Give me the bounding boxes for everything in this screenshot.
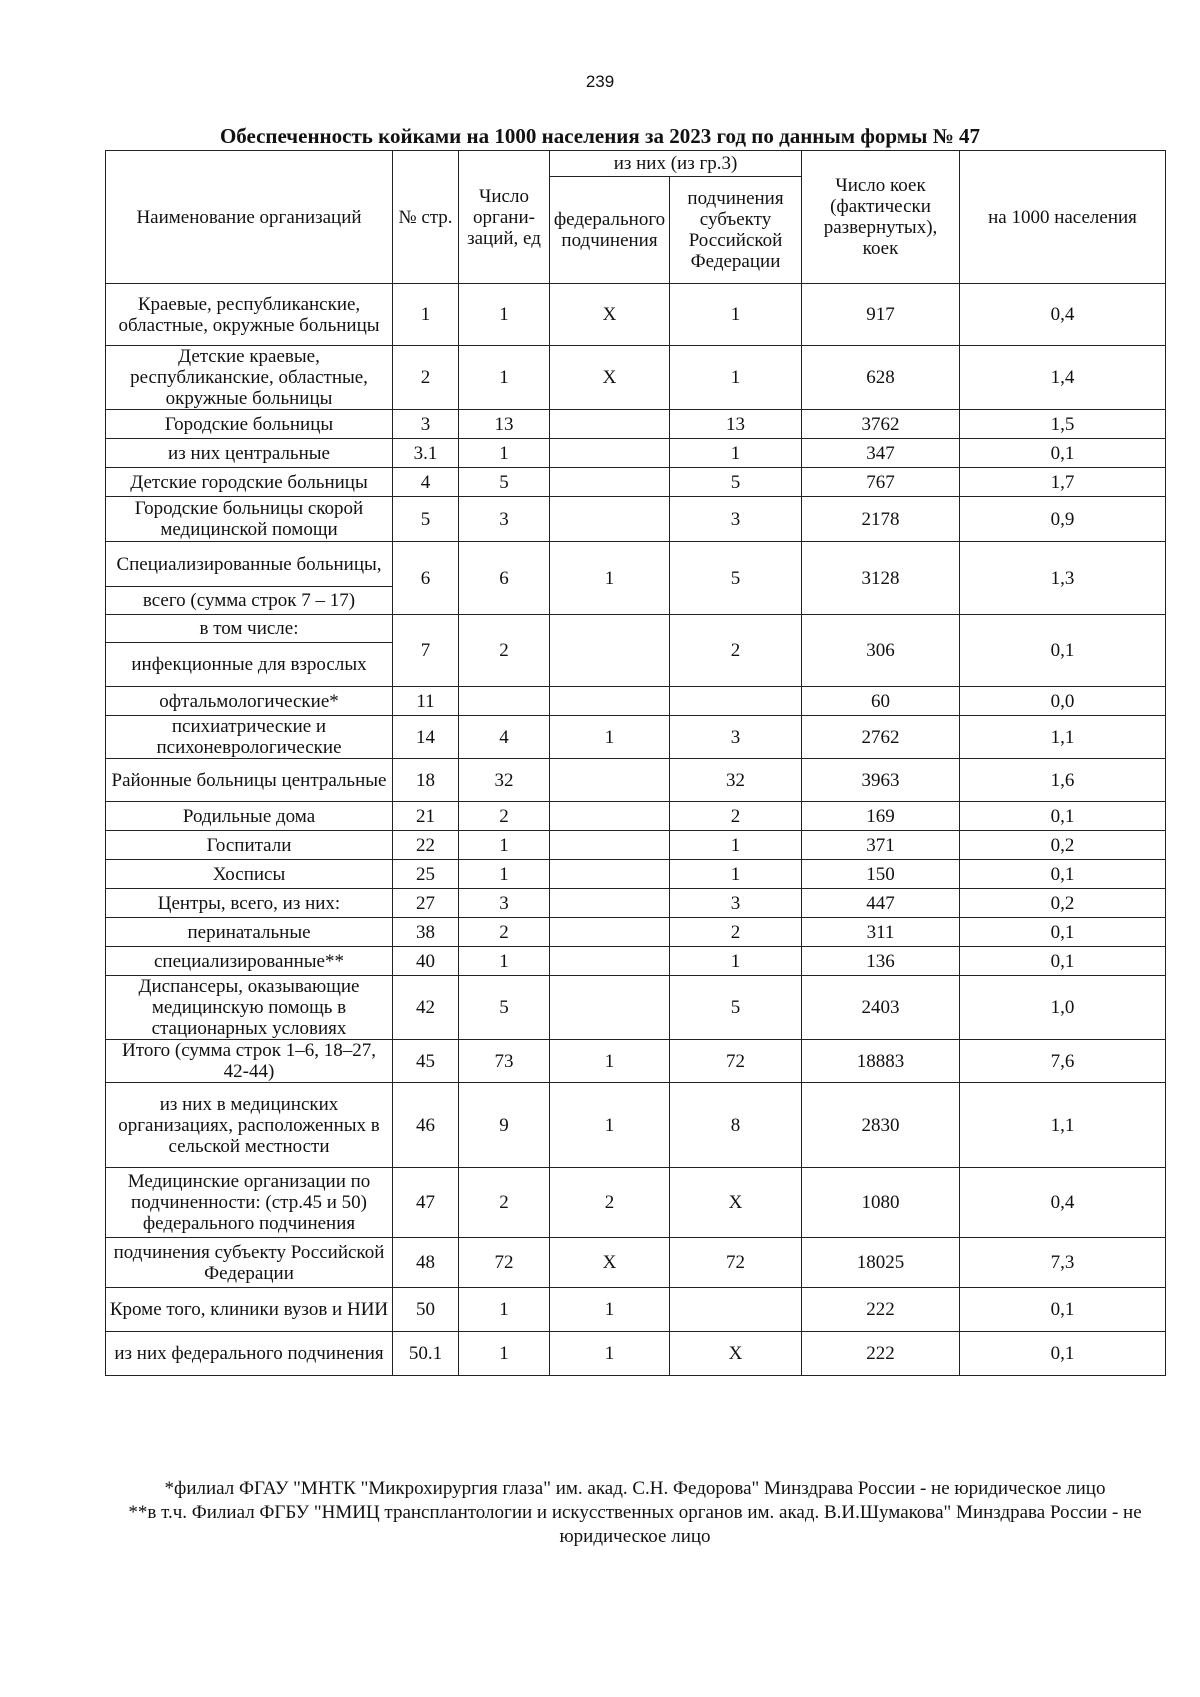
- table-row: [106, 1332, 1166, 1376]
- row-subject: 1: [670, 947, 802, 976]
- header-orgs-count: Число органи-заций, ед: [459, 151, 550, 284]
- row-beds: 222: [802, 1332, 960, 1376]
- table-row: [106, 1168, 1166, 1238]
- row-federal: X: [550, 346, 670, 410]
- row-number: 2: [393, 346, 459, 410]
- row-name: из них федерального подчинения: [106, 1332, 393, 1376]
- row-number: 45: [393, 1040, 459, 1083]
- table-row: [106, 410, 1166, 439]
- row-per-1000: 0,4: [960, 284, 1166, 346]
- row-federal: [550, 860, 670, 889]
- header-federal: федерального подчинения: [550, 177, 670, 284]
- table-row: [106, 468, 1166, 497]
- row-federal: 1: [550, 1040, 670, 1083]
- row-subject: 1: [670, 831, 802, 860]
- row-orgs: 1: [459, 947, 550, 976]
- row-name: перинатальные: [106, 918, 393, 947]
- row-per-1000: 1,1: [960, 1083, 1166, 1168]
- row-name: в том числе:: [106, 615, 393, 643]
- row-number: 3.1: [393, 439, 459, 468]
- row-beds: 3128: [802, 542, 960, 615]
- row-name: из них в медицинских организациях, расположенных в сельской местности: [106, 1083, 393, 1168]
- row-orgs: 4: [459, 716, 550, 759]
- row-federal: [550, 831, 670, 860]
- row-subject: 8: [670, 1083, 802, 1168]
- table-row: [106, 976, 1166, 1040]
- row-number: 18: [393, 759, 459, 802]
- row-orgs: 2: [459, 918, 550, 947]
- row-beds: 306: [802, 615, 960, 687]
- header-name: Наименование организаций: [106, 151, 393, 284]
- row-per-1000: 0,4: [960, 1168, 1166, 1238]
- row-federal: 1: [550, 1332, 670, 1376]
- row-name: специализированные**: [106, 947, 393, 976]
- row-orgs: 1: [459, 284, 550, 346]
- row-orgs: 6: [459, 542, 550, 615]
- header-per-1000: на 1000 населения: [960, 151, 1166, 284]
- table-row: [106, 947, 1166, 976]
- row-subject: 2: [670, 615, 802, 687]
- row-name: Краевые, республиканские, областные, окружные больницы: [106, 284, 393, 346]
- row-federal: [550, 759, 670, 802]
- row-per-1000: 0,1: [960, 860, 1166, 889]
- row-federal: 1: [550, 716, 670, 759]
- row-per-1000: 0,1: [960, 615, 1166, 687]
- row-beds: 2830: [802, 1083, 960, 1168]
- row-number: 48: [393, 1238, 459, 1288]
- row-subject: X: [670, 1168, 802, 1238]
- row-subject: X: [670, 1332, 802, 1376]
- row-per-1000: 0,1: [960, 918, 1166, 947]
- row-number: 6: [393, 542, 459, 615]
- row-number: 14: [393, 716, 459, 759]
- row-number: 22: [393, 831, 459, 860]
- row-orgs: 2: [459, 615, 550, 687]
- row-federal: 1: [550, 1083, 670, 1168]
- row-beds: 447: [802, 889, 960, 918]
- row-per-1000: 0,1: [960, 1332, 1166, 1376]
- row-beds: 136: [802, 947, 960, 976]
- header-subject: подчинения субъекту Российской Федерации: [670, 177, 802, 284]
- row-federal: X: [550, 1238, 670, 1288]
- table-row: [106, 860, 1166, 889]
- row-federal: [550, 439, 670, 468]
- row-name: Госпитали: [106, 831, 393, 860]
- row-beds: 917: [802, 284, 960, 346]
- row-per-1000: 7,6: [960, 1040, 1166, 1083]
- row-beds: 18025: [802, 1238, 960, 1288]
- row-number: 50: [393, 1288, 459, 1332]
- row-number: 11: [393, 687, 459, 716]
- row-orgs: 1: [459, 439, 550, 468]
- row-orgs: 2: [459, 1168, 550, 1238]
- row-subject: [670, 1288, 802, 1332]
- row-subject: 1: [670, 346, 802, 410]
- row-per-1000: 0,9: [960, 497, 1166, 542]
- row-beds: 2178: [802, 497, 960, 542]
- row-per-1000: 0,1: [960, 802, 1166, 831]
- row-orgs: 73: [459, 1040, 550, 1083]
- row-number: 46: [393, 1083, 459, 1168]
- table-row: [106, 1238, 1166, 1288]
- row-name: Районные больницы центральные: [106, 759, 393, 802]
- table-row: [106, 918, 1166, 947]
- row-per-1000: 1,4: [960, 346, 1166, 410]
- row-subject: 5: [670, 468, 802, 497]
- row-name-continued: инфекционные для взрослых: [106, 643, 393, 687]
- row-federal: X: [550, 284, 670, 346]
- row-per-1000: 1,1: [960, 716, 1166, 759]
- row-subject: 13: [670, 410, 802, 439]
- table-row: [106, 346, 1166, 410]
- row-name: Специализированные больницы,: [106, 542, 393, 587]
- row-name: Городские больницы: [106, 410, 393, 439]
- table-row: [106, 889, 1166, 918]
- table-row: [106, 1288, 1166, 1332]
- row-number: 4: [393, 468, 459, 497]
- row-name: Центры, всего, из них:: [106, 889, 393, 918]
- row-federal: [550, 976, 670, 1040]
- row-beds: 3963: [802, 759, 960, 802]
- row-beds: 311: [802, 918, 960, 947]
- row-federal: [550, 468, 670, 497]
- row-orgs: 1: [459, 1332, 550, 1376]
- row-subject: 1: [670, 860, 802, 889]
- row-number: 1: [393, 284, 459, 346]
- row-number: 3: [393, 410, 459, 439]
- row-subject: 72: [670, 1040, 802, 1083]
- row-number: 5: [393, 497, 459, 542]
- row-subject: 2: [670, 802, 802, 831]
- row-per-1000: 0,1: [960, 1288, 1166, 1332]
- beds-table: [105, 150, 1166, 1376]
- row-federal: [550, 410, 670, 439]
- row-beds: 60: [802, 687, 960, 716]
- row-orgs: 1: [459, 860, 550, 889]
- row-beds: 18883: [802, 1040, 960, 1083]
- row-orgs: 32: [459, 759, 550, 802]
- footnote-transplantology: **в т.ч. Филиал ФГБУ "НМИЦ трансплантологии и искусственных органов им. акад. В.И.Шумакова" Минздрава России - не юридическое лицо: [128, 1502, 1142, 1547]
- row-per-1000: 0,1: [960, 947, 1166, 976]
- row-beds: 767: [802, 468, 960, 497]
- row-federal: [550, 918, 670, 947]
- row-per-1000: 1,3: [960, 542, 1166, 615]
- row-orgs: 1: [459, 1288, 550, 1332]
- row-number: 47: [393, 1168, 459, 1238]
- row-orgs: [459, 687, 550, 716]
- row-federal: [550, 615, 670, 687]
- row-per-1000: 0,2: [960, 831, 1166, 860]
- row-name: Городские больницы скорой медицинской помощи: [106, 497, 393, 542]
- row-beds: 222: [802, 1288, 960, 1332]
- row-beds: 2762: [802, 716, 960, 759]
- row-federal: 1: [550, 1288, 670, 1332]
- row-per-1000: 1,5: [960, 410, 1166, 439]
- row-per-1000: 1,7: [960, 468, 1166, 497]
- row-beds: 628: [802, 346, 960, 410]
- row-per-1000: 1,0: [960, 976, 1166, 1040]
- row-orgs: 1: [459, 346, 550, 410]
- row-number: 21: [393, 802, 459, 831]
- header-row-no: № стр.: [393, 151, 459, 284]
- table-row: [106, 1040, 1166, 1083]
- row-federal: [550, 687, 670, 716]
- table-row: [106, 615, 1166, 643]
- row-name: подчинения субъекту Российской Федерации: [106, 1238, 393, 1288]
- table-row: [106, 687, 1166, 716]
- row-federal: 2: [550, 1168, 670, 1238]
- table-row: [106, 542, 1166, 587]
- row-federal: [550, 947, 670, 976]
- footnote-ophthalmology: *филиал ФГАУ "МНТК "Микрохирургия глаза" им. акад. С.Н. Федорова" Минздрава России - не юридическое лицо: [164, 1478, 1106, 1499]
- row-per-1000: 1,6: [960, 759, 1166, 802]
- row-orgs: 13: [459, 410, 550, 439]
- row-subject: 5: [670, 976, 802, 1040]
- row-number: 7: [393, 615, 459, 687]
- row-beds: 150: [802, 860, 960, 889]
- table-row: [106, 439, 1166, 468]
- header-of-them: из них (из гр.3): [550, 151, 802, 177]
- row-beds: 347: [802, 439, 960, 468]
- table-row: [106, 1083, 1166, 1168]
- row-number: 40: [393, 947, 459, 976]
- page-title: Обеспеченность койками на 1000 населения за 2023 год по данным формы № 47: [219, 124, 981, 148]
- row-subject: 32: [670, 759, 802, 802]
- row-number: 50.1: [393, 1332, 459, 1376]
- row-subject: 72: [670, 1238, 802, 1288]
- table-row: [106, 497, 1166, 542]
- row-beds: 169: [802, 802, 960, 831]
- row-beds: 3762: [802, 410, 960, 439]
- row-federal: [550, 889, 670, 918]
- row-name: Детские краевые, республиканские, областные, окружные больницы: [106, 346, 393, 410]
- row-number: 38: [393, 918, 459, 947]
- row-subject: 3: [670, 716, 802, 759]
- row-name: Детские городские больницы: [106, 468, 393, 497]
- row-name: Родильные дома: [106, 802, 393, 831]
- table-row: [106, 802, 1166, 831]
- row-name: психиатрические и психоневрологические: [106, 716, 393, 759]
- row-orgs: 3: [459, 497, 550, 542]
- row-orgs: 5: [459, 976, 550, 1040]
- row-per-1000: 7,3: [960, 1238, 1166, 1288]
- row-per-1000: 0,2: [960, 889, 1166, 918]
- row-beds: 371: [802, 831, 960, 860]
- table-row: [106, 759, 1166, 802]
- row-federal: 1: [550, 542, 670, 615]
- row-beds: 1080: [802, 1168, 960, 1238]
- row-orgs: 5: [459, 468, 550, 497]
- row-name-continued: всего (сумма строк 7 – 17): [106, 587, 393, 615]
- row-orgs: 72: [459, 1238, 550, 1288]
- row-subject: 3: [670, 497, 802, 542]
- row-subject: [670, 687, 802, 716]
- row-name: из них центральные: [106, 439, 393, 468]
- row-orgs: 3: [459, 889, 550, 918]
- row-per-1000: 0,0: [960, 687, 1166, 716]
- row-orgs: 2: [459, 802, 550, 831]
- row-beds: 2403: [802, 976, 960, 1040]
- table-row: [106, 284, 1166, 346]
- footnotes: [105, 1477, 1165, 1549]
- row-name: Кроме того, клиники вузов и НИИ: [106, 1288, 393, 1332]
- page-number: 239: [585, 72, 615, 91]
- row-number: 25: [393, 860, 459, 889]
- row-name: Диспансеры, оказывающие медицинскую помощь в стационарных условиях: [106, 976, 393, 1040]
- row-federal: [550, 497, 670, 542]
- row-subject: 1: [670, 284, 802, 346]
- row-per-1000: 0,1: [960, 439, 1166, 468]
- row-subject: 1: [670, 439, 802, 468]
- row-federal: [550, 802, 670, 831]
- row-name: Хосписы: [106, 860, 393, 889]
- header-beds: Число коек (фактически развернутых), коек: [802, 151, 960, 284]
- row-name: офтальмологические*: [106, 687, 393, 716]
- table-row: [106, 831, 1166, 860]
- row-name: Итого (сумма строк 1–6, 18–27, 42-44): [106, 1040, 393, 1083]
- row-subject: 2: [670, 918, 802, 947]
- row-number: 42: [393, 976, 459, 1040]
- table-row: [106, 716, 1166, 759]
- row-orgs: 9: [459, 1083, 550, 1168]
- row-name: Медицинские организации по подчиненности: (стр.45 и 50) федерального подчинения: [106, 1168, 393, 1238]
- row-orgs: 1: [459, 831, 550, 860]
- row-number: 27: [393, 889, 459, 918]
- row-subject: 5: [670, 542, 802, 615]
- row-subject: 3: [670, 889, 802, 918]
